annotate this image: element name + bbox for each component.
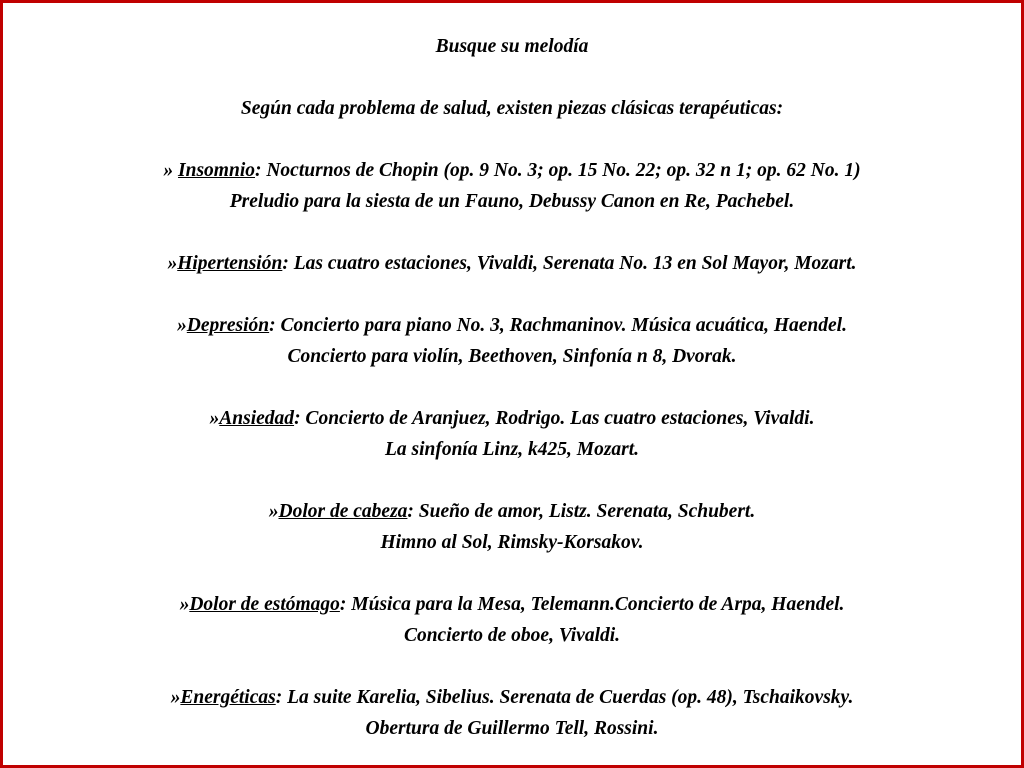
spacer <box>23 217 1001 248</box>
spacer <box>23 279 1001 310</box>
section-topic: Energéticas <box>180 687 276 708</box>
section-bullet: » <box>179 594 190 615</box>
section-text: : Concierto para piano No. 3, Rachmaninov. Música acuática, Haendel. <box>269 315 847 336</box>
section-depresion-continued: Concierto para violín, Beethoven, Sinfonía n 8, Dvorak. <box>287 346 737 367</box>
section-text: : La suite Karelia, Sibelius. Serenata de Cuerdas (op. 48), Tschaikovsky. <box>275 687 854 708</box>
section-text: : Música para la Mesa, Telemann.Concierto de Arpa, Haendel. <box>339 594 845 615</box>
spacer <box>23 465 1001 496</box>
slide-content <box>23 31 1001 744</box>
spacer <box>23 62 1001 93</box>
section-bullet: » <box>163 160 179 181</box>
spacer <box>23 651 1001 682</box>
section-energeticas <box>23 682 1001 713</box>
section-bullet: » <box>209 408 220 429</box>
section-dolor-de-estomago-continued: Concierto de oboe, Vivaldi. <box>403 625 621 646</box>
slide-title: Busque su melodía <box>435 36 589 57</box>
section-energeticas-continued: Obertura de Guillermo Tell, Rossini. <box>365 718 659 739</box>
section-text: : Las cuatro estaciones, Vivaldi, Serenata No. 13 en Sol Mayor, Mozart. <box>282 253 857 274</box>
section-bullet: » <box>268 501 279 522</box>
section-insomnio-continued: Preludio para la siesta de un Fauno, Debussy Canon en Re, Pachebel. <box>229 191 795 212</box>
intro-text: Según cada problema de salud, existen piezas clásicas terapéuticas: <box>240 98 784 119</box>
spacer <box>23 558 1001 589</box>
section-depresion <box>23 310 1001 341</box>
section-hipertension <box>23 248 1001 279</box>
section-bullet: » <box>170 687 181 708</box>
section-dolor-de-cabeza <box>23 496 1001 527</box>
section-topic: Depresión <box>186 315 270 336</box>
section-bullet: » <box>167 253 178 274</box>
section-insomnio <box>23 155 1001 186</box>
section-topic: Dolor de cabeza <box>278 501 408 522</box>
section-dolor-de-estomago <box>23 589 1001 620</box>
spacer <box>23 124 1001 155</box>
spacer <box>23 372 1001 403</box>
section-text: : Concierto de Aranjuez, Rodrigo. Las cuatro estaciones, Vivaldi. <box>294 408 815 429</box>
section-bullet: » <box>177 315 187 336</box>
section-topic: Dolor de estómago <box>189 594 340 615</box>
section-topic: Ansiedad <box>219 408 295 429</box>
section-dolor-de-cabeza-continued: Himno al Sol, Rimsky-Korsakov. <box>380 532 644 553</box>
section-ansiedad-continued: La sinfonía Linz, k425, Mozart. <box>384 439 640 460</box>
section-text: : Sueño de amor, Listz. Serenata, Schubert. <box>407 501 756 522</box>
section-text: : Nocturnos de Chopin (op. 9 No. 3; op. 15 No. 22; op. 32 n 1; op. 62 No. 1) <box>254 160 861 181</box>
section-topic: Insomnio <box>178 160 255 181</box>
section-ansiedad <box>23 403 1001 434</box>
section-topic: Hipertensión <box>177 253 283 274</box>
